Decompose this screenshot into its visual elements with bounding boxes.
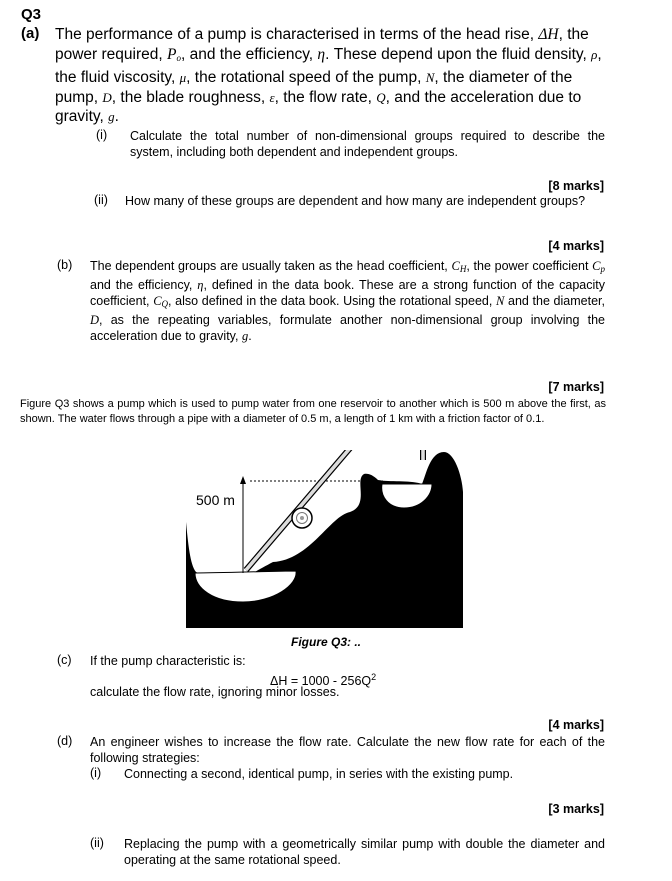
part-d-ii-text: Replacing the pump with a geometrically similar pump with double the diameter and operating at the same rotational speed. [124, 837, 605, 867]
part-b-marks: [7 marks] [548, 380, 604, 394]
part-a-label: (a) [21, 25, 40, 42]
part-c-marks: [4 marks] [548, 718, 604, 732]
part-b-label: (b) [57, 258, 73, 272]
pump-icon [292, 508, 312, 528]
part-c-label: (c) [57, 653, 72, 667]
figure-intro-text: Figure Q3 shows a pump which is used to pump water from one reservoir to another which is 500 m above the first, as shown. The water flows through a pipe with a diameter of 0.5 m, a length of 1 km with a friction factor of 0.1. [20, 398, 606, 425]
part-d-i-marks: [3 marks] [548, 802, 604, 816]
part-a-text: The performance of a pump is characterised in terms of the head rise, ΔH, the power required, $P_o$, and the efficiency, η. These depend upon the fluid density, ρ, the fluid viscosity, μ, the rotational speed of the pump, N, the diameter of the pump, D, the blade roughness, ε, the flow rate, Q, and the acceleration due to gravity, g. [55, 26, 602, 125]
part-c-equation: $\Delta H = 1000 - 256Q^2$ [270, 672, 377, 688]
part-a-ii-number: (ii) [94, 193, 108, 207]
part-c-text-2: calculate the flow rate, ignoring minor losses. [90, 685, 340, 699]
part-b-text: The dependent groups are usually taken as the head coefficient, $C_H$, the power coefficient $C_p$ and the efficiency, η, defined in the data book. These are a strong function of the capacity coefficient, $C_Q$, also defined in the data book. Using the rotational speed, N and the diameter, D, as the repeating variables, formulate another non-dimensional group involving the acceleration due to gravity, g. [90, 259, 606, 343]
height-label: 500 m [196, 492, 235, 508]
part-a-i-marks: [8 marks] [548, 179, 604, 193]
part-a-i-number: (i) [96, 128, 108, 142]
figure-q3 [178, 450, 478, 630]
part-a-i-text: Calculate the total number of non-dimensional groups required to describe the system, including both dependent and independent groups. [130, 129, 605, 159]
figure-caption: Figure Q3: .. [291, 635, 362, 649]
part-d-i-text: Connecting a second, identical pump, in series with the existing pump. [124, 767, 514, 781]
height-arrowhead [240, 476, 246, 484]
question-number: Q3 [21, 6, 42, 23]
part-d-i-number: (i) [90, 766, 102, 780]
part-d-ii-number: (ii) [90, 836, 104, 850]
part-a-ii-marks: [4 marks] [548, 239, 604, 253]
part-d-label: (d) [57, 734, 73, 748]
part-d-text: An engineer wishes to increase the flow rate. Calculate the new flow rate for each of the following strategies: [90, 735, 605, 765]
part-c-text-1: If the pump characteristic is: [90, 654, 246, 668]
part-a-ii-text: How many of these groups are dependent and how many are independent groups? [125, 194, 586, 208]
